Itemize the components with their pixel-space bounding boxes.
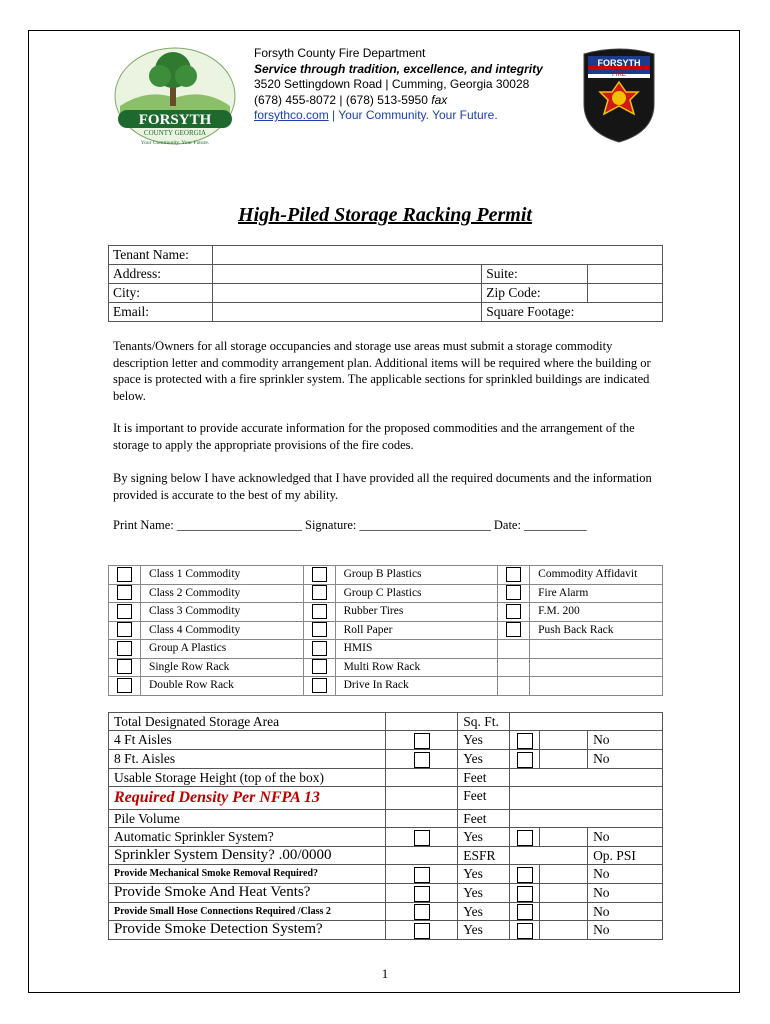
no-label: No bbox=[588, 827, 663, 846]
department-header bbox=[254, 46, 543, 124]
aisles-4ft-no-checkbox[interactable] bbox=[517, 733, 533, 749]
table-row bbox=[109, 677, 663, 696]
no-label: No bbox=[588, 902, 663, 921]
commodity-checkbox[interactable] bbox=[312, 567, 327, 582]
commodity-checkbox[interactable] bbox=[117, 604, 132, 619]
commodity-label: Roll Paper bbox=[335, 621, 498, 640]
commodity-label: Class 1 Commodity bbox=[140, 566, 303, 585]
commodity-label: Single Row Rack bbox=[140, 658, 303, 677]
logo-forsyth-text: FORSYTH bbox=[138, 112, 212, 128]
table-row bbox=[109, 921, 663, 940]
fax-label: fax bbox=[431, 92, 448, 107]
table-row bbox=[109, 902, 663, 921]
email-field[interactable] bbox=[212, 303, 481, 322]
commodity-label: Commodity Affidavit bbox=[530, 566, 663, 585]
sprinkler-density-label: Sprinkler System Density? .00/0000 bbox=[109, 846, 386, 864]
required-density-field[interactable] bbox=[386, 786, 458, 809]
commodity-checkbox[interactable] bbox=[312, 678, 327, 693]
table-row bbox=[109, 246, 663, 265]
commodity-checkbox[interactable] bbox=[312, 659, 327, 674]
aisles-8ft-label: 8 Ft. Aisles bbox=[109, 749, 386, 768]
commodity-label: Group B Plastics bbox=[335, 566, 498, 585]
smoke-heat-vents-label: Provide Smoke And Heat Vents? bbox=[109, 883, 386, 902]
commodity-label: Drive In Rack bbox=[335, 677, 498, 696]
commodity-checkbox[interactable] bbox=[117, 678, 132, 693]
hose-no-checkbox[interactable] bbox=[517, 904, 533, 920]
department-address: 3520 Settingdown Road | Cumming, Georgia 30028 bbox=[254, 77, 530, 91]
fire-department-badge bbox=[576, 44, 662, 144]
table-row bbox=[109, 603, 663, 622]
phone-numbers: (678) 455-8072 | (678) 513-5950 bbox=[254, 92, 432, 107]
table-row bbox=[109, 584, 663, 603]
commodity-checkbox[interactable] bbox=[506, 622, 521, 637]
tenant-info-table bbox=[108, 245, 663, 322]
email-label: Email: bbox=[109, 303, 213, 322]
commodity-label: Class 3 Commodity bbox=[140, 603, 303, 622]
op-psi-label: Op. PSI bbox=[588, 846, 663, 864]
commodity-label: Class 4 Commodity bbox=[140, 621, 303, 640]
table-row bbox=[109, 640, 663, 659]
aisles-4ft-yes-checkbox[interactable] bbox=[414, 733, 430, 749]
instructions-paragraph: Tenants/Owners for all storage occupancies and storage use areas must submit a storage commodity description letter and commodity arrangement plan. Additional items will be required where the building or space is protected with a fire sprinkler system. The applicable sections for sprinkled buildings are indicated below. bbox=[113, 339, 651, 403]
no-label: No bbox=[588, 883, 663, 902]
city-label: City: bbox=[109, 284, 213, 303]
sprinkler-system-label: Automatic Sprinkler System? bbox=[109, 827, 386, 846]
storage-area-label: Total Designated Storage Area bbox=[109, 713, 386, 731]
smoke-detection-no-checkbox[interactable] bbox=[517, 923, 533, 939]
required-density-unit: Feet bbox=[458, 786, 510, 809]
suite-field[interactable] bbox=[588, 265, 663, 284]
logo-county-text: COUNTY GEORGIA bbox=[143, 129, 207, 137]
commodity-checklist bbox=[108, 565, 663, 696]
aisles-8ft-yes-checkbox[interactable] bbox=[414, 752, 430, 768]
sqft-label: Square Footage: bbox=[482, 303, 663, 322]
smoke-removal-yes-checkbox[interactable] bbox=[414, 867, 430, 883]
smoke-vents-yes-checkbox[interactable] bbox=[414, 886, 430, 902]
tenant-name-field[interactable] bbox=[212, 246, 662, 265]
commodity-checkbox[interactable] bbox=[312, 604, 327, 619]
hose-connections-label: Provide Small Hose Connections Required /Class 2 bbox=[109, 902, 386, 921]
smoke-removal-label: Provide Mechanical Smoke Removal Required? bbox=[109, 864, 386, 883]
pile-volume-field[interactable] bbox=[386, 809, 458, 827]
commodity-label: Push Back Rack bbox=[530, 621, 663, 640]
commodity-checkbox[interactable] bbox=[117, 585, 132, 600]
smoke-vents-no-checkbox[interactable] bbox=[517, 886, 533, 902]
yes-label: Yes bbox=[458, 921, 510, 940]
commodity-checkbox[interactable] bbox=[506, 567, 521, 582]
table-row bbox=[109, 786, 663, 809]
badge-top-text: FORSYTH bbox=[597, 58, 641, 68]
forsyth-county-logo bbox=[112, 44, 238, 148]
website-tagline: | Your Community. Your Future. bbox=[328, 108, 498, 122]
table-row bbox=[109, 621, 663, 640]
storage-height-field[interactable] bbox=[386, 768, 458, 786]
no-label: No bbox=[588, 749, 663, 768]
yes-label: Yes bbox=[458, 902, 510, 921]
city-field[interactable] bbox=[212, 284, 481, 303]
table-row bbox=[109, 846, 663, 864]
commodity-checkbox[interactable] bbox=[506, 585, 521, 600]
table-row bbox=[109, 658, 663, 677]
smoke-removal-no-checkbox[interactable] bbox=[517, 867, 533, 883]
tenant-name-label: Tenant Name: bbox=[109, 246, 213, 265]
table-row bbox=[109, 749, 663, 768]
storage-area-field[interactable] bbox=[386, 713, 458, 731]
no-label: No bbox=[588, 731, 663, 750]
storage-area-unit: Sq. Ft. bbox=[458, 713, 510, 731]
commodity-checkbox[interactable] bbox=[312, 622, 327, 637]
commodity-label: F.M. 200 bbox=[530, 603, 663, 622]
commodity-label: Class 2 Commodity bbox=[140, 584, 303, 603]
table-row bbox=[109, 303, 663, 322]
storage-height-unit: Feet bbox=[458, 768, 510, 786]
storage-details-table bbox=[108, 712, 663, 940]
suite-label: Suite: bbox=[482, 265, 588, 284]
yes-label: Yes bbox=[458, 864, 510, 883]
sprinkler-no-checkbox[interactable] bbox=[517, 830, 533, 846]
storage-height-label: Usable Storage Height (top of the box) bbox=[109, 768, 386, 786]
pile-volume-unit: Feet bbox=[458, 809, 510, 827]
table-row bbox=[109, 768, 663, 786]
required-density-label: Required Density Per NFPA 13 bbox=[109, 786, 386, 809]
commodity-label: Multi Row Rack bbox=[335, 658, 498, 677]
smoke-detection-yes-checkbox[interactable] bbox=[414, 923, 430, 939]
commodity-checkbox[interactable] bbox=[117, 567, 132, 582]
department-website bbox=[254, 108, 543, 124]
commodity-label: Fire Alarm bbox=[530, 584, 663, 603]
department-name: Forsyth County Fire Department bbox=[254, 46, 426, 60]
yes-label: Yes bbox=[458, 827, 510, 846]
address-field[interactable] bbox=[212, 265, 481, 284]
table-row bbox=[109, 265, 663, 284]
table-row bbox=[109, 809, 663, 827]
zip-label: Zip Code: bbox=[482, 284, 588, 303]
table-row bbox=[109, 827, 663, 846]
department-motto: Service through tradition, excellence, and integrity bbox=[254, 61, 543, 76]
op-psi-field[interactable] bbox=[510, 846, 588, 864]
commodity-checkbox[interactable] bbox=[506, 604, 521, 619]
table-row bbox=[109, 864, 663, 883]
commodity-checkbox[interactable] bbox=[117, 622, 132, 637]
badge-fire-text: FIRE bbox=[612, 72, 626, 78]
commodity-checkbox[interactable] bbox=[117, 641, 132, 656]
yes-label: Yes bbox=[458, 883, 510, 902]
commodity-label: Group C Plastics bbox=[335, 584, 498, 603]
commodity-checkbox[interactable] bbox=[312, 641, 327, 656]
commodity-checkbox[interactable] bbox=[312, 585, 327, 600]
table-row bbox=[109, 883, 663, 902]
pile-volume-label: Pile Volume bbox=[109, 809, 386, 827]
website-link[interactable]: forsythco.com bbox=[254, 108, 329, 122]
commodity-label: HMIS bbox=[335, 640, 498, 659]
accuracy-paragraph: It is important to provide accurate information for the proposed commodities and the arrangement of the storage to apply the appropriate provisions of the fire codes. bbox=[113, 421, 635, 452]
aisles-8ft-no-checkbox[interactable] bbox=[517, 752, 533, 768]
sprinkler-yes-checkbox[interactable] bbox=[414, 830, 430, 846]
yes-label: Yes bbox=[458, 749, 510, 768]
esfr-label: ESFR bbox=[458, 846, 510, 864]
logo-tagline-text: Your Community. Your Future. bbox=[140, 140, 210, 146]
commodity-label: Double Row Rack bbox=[140, 677, 303, 696]
table-row bbox=[109, 731, 663, 750]
zip-field[interactable] bbox=[588, 284, 663, 303]
address-label: Address: bbox=[109, 265, 213, 284]
no-label: No bbox=[588, 864, 663, 883]
signature-line[interactable]: Print Name: ____________________ Signature: _____________________ Date: __________ bbox=[113, 518, 587, 532]
sprinkler-density-field[interactable] bbox=[386, 846, 458, 864]
table-row bbox=[109, 713, 663, 731]
commodity-checkbox[interactable] bbox=[117, 659, 132, 674]
table-row bbox=[109, 566, 663, 585]
commodity-label: Rubber Tires bbox=[335, 603, 498, 622]
table-row bbox=[109, 284, 663, 303]
no-label: No bbox=[588, 921, 663, 940]
aisles-4ft-label: 4 Ft Aisles bbox=[109, 731, 386, 750]
yes-label: Yes bbox=[458, 731, 510, 750]
commodity-label: Group A Plastics bbox=[140, 640, 303, 659]
hose-yes-checkbox[interactable] bbox=[414, 904, 430, 920]
department-phone bbox=[254, 93, 543, 109]
page-number: 1 bbox=[381, 966, 389, 981]
acknowledgement-paragraph: By signing below I have acknowledged that I have provided all the required documents and the information provided is accurate to the best of my ability. bbox=[113, 471, 652, 502]
smoke-detection-label: Provide Smoke Detection System? bbox=[109, 921, 386, 940]
permit-title: High-Piled Storage Racking Permit bbox=[238, 204, 532, 226]
